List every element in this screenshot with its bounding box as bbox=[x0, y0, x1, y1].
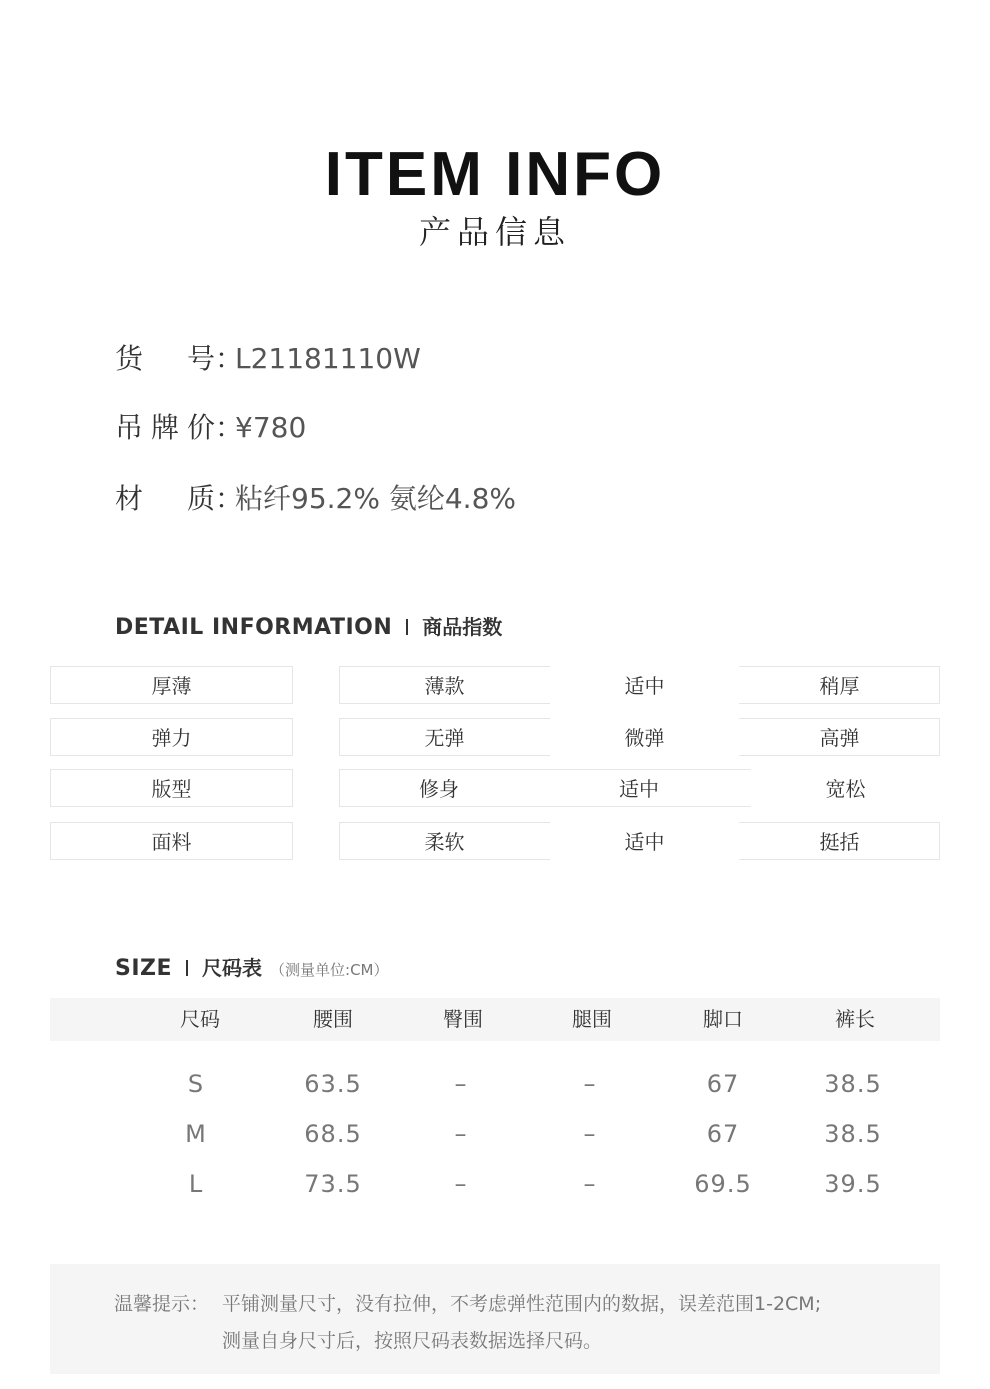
size-table-cell: – bbox=[583, 1070, 597, 1098]
size-column-header: 脚口 bbox=[703, 1007, 743, 1031]
detail-option-selected: 宽松 bbox=[751, 769, 940, 807]
size-table-cell: – bbox=[583, 1170, 597, 1198]
colon: ： bbox=[215, 482, 244, 515]
size-column-header: 腿围 bbox=[572, 1007, 612, 1031]
heading-divider bbox=[186, 960, 188, 976]
colon: ： bbox=[215, 342, 244, 375]
size-table-cell: 69.5 bbox=[694, 1170, 752, 1198]
material-row bbox=[115, 479, 516, 519]
material-label: 材质 bbox=[115, 482, 215, 515]
size-column-header: 腰围 bbox=[313, 1007, 353, 1031]
detail-heading-cn: 商品指数 bbox=[422, 615, 503, 639]
colon: ： bbox=[215, 411, 244, 444]
material-value: 粘纤95.2% 氨纶4.8% bbox=[235, 482, 516, 515]
size-table-cell: – bbox=[454, 1120, 468, 1148]
tip-label: 温馨提示： bbox=[114, 1293, 210, 1315]
detail-option: 适中 bbox=[619, 777, 659, 801]
size-table-cell: – bbox=[454, 1070, 468, 1098]
detail-option: 无弹 bbox=[424, 726, 465, 750]
size-heading bbox=[115, 953, 389, 983]
size-heading-en: SIZE bbox=[115, 956, 173, 981]
size-table-cell: 63.5 bbox=[304, 1070, 362, 1098]
page-title-cn: 产品信息 bbox=[418, 213, 571, 251]
price-row bbox=[115, 408, 306, 448]
size-unit-note: （测量单位:CM） bbox=[270, 961, 389, 979]
size-table-cell: – bbox=[583, 1120, 597, 1148]
price-value: ¥780 bbox=[235, 411, 307, 444]
detail-option: 薄款 bbox=[424, 674, 465, 698]
page-title-en: ITEM INFO bbox=[324, 140, 666, 209]
detail-option-selected: 微弹 bbox=[550, 718, 739, 756]
detail-option-selected: 适中 bbox=[550, 666, 739, 704]
price-label: 吊牌价 bbox=[115, 411, 215, 444]
tip-line-2: 测量自身尺寸后，按照尺码表数据选择尺码。 bbox=[222, 1330, 603, 1352]
size-table-cell: S bbox=[187, 1070, 205, 1098]
size-table-cell: 39.5 bbox=[824, 1170, 882, 1198]
size-column-header: 尺码 bbox=[180, 1007, 220, 1031]
detail-option: 高弹 bbox=[819, 726, 860, 750]
tip-line-1: 平铺测量尺寸，没有拉伸，不考虑弹性范围内的数据，误差范围1-2CM; bbox=[222, 1293, 822, 1315]
detail-row-label: 弹力 bbox=[50, 718, 293, 756]
detail-heading bbox=[115, 612, 502, 642]
detail-option: 修身 bbox=[419, 777, 459, 801]
detail-heading-en: DETAIL INFORMATION bbox=[115, 615, 393, 640]
size-column-header: 臀围 bbox=[443, 1007, 483, 1031]
item-number-value: L21181110W bbox=[235, 342, 421, 375]
size-table-cell: M bbox=[185, 1120, 207, 1148]
detail-option: 挺括 bbox=[819, 830, 860, 854]
item-number-label: 货号 bbox=[115, 342, 215, 375]
detail-row-label: 面料 bbox=[50, 822, 293, 860]
size-table-cell: 73.5 bbox=[304, 1170, 362, 1198]
heading-divider bbox=[406, 619, 408, 635]
item-number-row bbox=[115, 339, 421, 379]
size-table-cell: 38.5 bbox=[824, 1120, 882, 1148]
size-table-cell: 38.5 bbox=[824, 1070, 882, 1098]
detail-option: 稍厚 bbox=[819, 674, 860, 698]
size-heading-cn: 尺码表 bbox=[202, 956, 263, 980]
size-table-cell: 68.5 bbox=[304, 1120, 362, 1148]
tip-box bbox=[50, 1264, 940, 1374]
size-table-cell: L bbox=[188, 1170, 204, 1198]
detail-row-label: 厚薄 bbox=[50, 666, 293, 704]
detail-row-label: 版型 bbox=[50, 769, 293, 807]
detail-option-selected: 适中 bbox=[550, 822, 739, 860]
size-table-cell: 67 bbox=[706, 1070, 740, 1098]
size-column-header: 裤长 bbox=[835, 1007, 875, 1031]
size-table-cell: 67 bbox=[706, 1120, 740, 1148]
detail-option: 柔软 bbox=[424, 830, 465, 854]
size-table-cell: – bbox=[454, 1170, 468, 1198]
